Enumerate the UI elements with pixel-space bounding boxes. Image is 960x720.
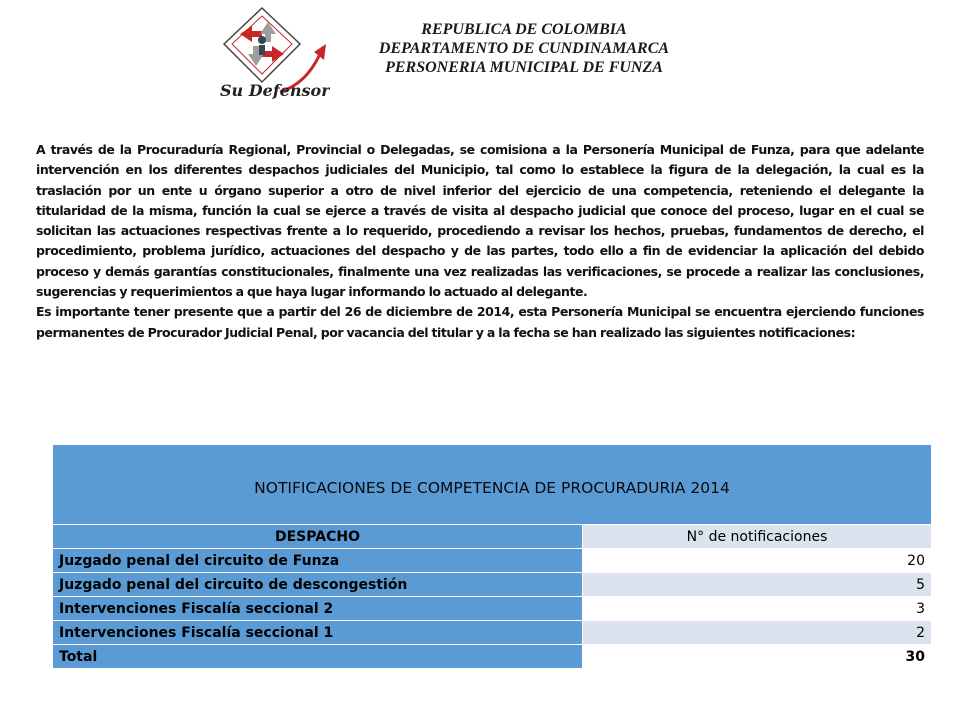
table-row (53, 549, 932, 573)
notifications-table-container (52, 444, 932, 669)
table-title-row (53, 445, 932, 525)
column-header-count: N° de notificaciones (583, 525, 932, 549)
institution-header (354, 20, 694, 77)
header-line-office: PERSONERIA MUNICIPAL DE FUNZA (385, 59, 663, 76)
document-body (36, 140, 924, 343)
table-row (53, 573, 932, 597)
table-row (53, 621, 932, 645)
column-header-despacho: DESPACHO (53, 525, 583, 549)
header-line-department: DEPARTAMENTO DE CUNDINAMARCA (378, 40, 670, 57)
total-label: Total (53, 645, 583, 669)
paragraph-delegation: A través de la Procuraduría Regional, Provincial o Delegadas, se comisiona a la Personería Municipal de Funza, para que adelante intervención en los diferentes despachos judiciales del Municipio, tal como lo establece la figura de la delegación, la cual es la traslación por un ente u órgano superior a otro de nivel inferior del ejercicio de una competencia, reteniendo el delegante la titularidad de la misma, función la cual se ejerce a través de visita al despacho judicial que conoce del proceso, lugar en el cual se solicitan las actuaciones respectivas frente a lo requerido, procediendo a revisar los hechos, pruebas, fundamentos de derecho, el procedimiento, problema jurídico, actuaciones del despacho y de las partes, todo ello a fin de evidenciar la aplicación del debido proceso y demás garantías constitucionales, finalmente una vez realizadas las verificaciones, se procede a realizar las conclusiones, sugerencias y requerimientos a que haya lugar informando lo actuado al delegante. (36, 142, 924, 300)
table-title: NOTIFICACIONES DE COMPETENCIA DE PROCURADURIA 2014 (53, 445, 932, 525)
logo-lettering: Su Defensor (220, 81, 330, 100)
count-cell: 3 (583, 597, 932, 621)
despacho-cell: Intervenciones Fiscalía seccional 2 (53, 597, 583, 621)
despacho-cell: Juzgado penal del circuito de Funza (53, 549, 583, 573)
table-row (53, 597, 932, 621)
count-cell: 5 (583, 573, 932, 597)
notifications-table (52, 444, 932, 669)
personeria-logo (218, 4, 330, 104)
paragraph-notifications: Es importante tener presente que a partir del 26 de diciembre de 2014, esta Personería Municipal se encuentra ejerciendo funciones permanentes de Procurador Judicial Penal, por vacancia del titular y a la fecha se han realizado las siguientes notificaciones: (36, 304, 924, 340)
count-cell: 2 (583, 621, 932, 645)
despacho-cell: Juzgado penal del circuito de descongestión (53, 573, 583, 597)
table-total-row (53, 645, 932, 669)
header-line-country: REPUBLICA DE COLOMBIA (421, 21, 627, 38)
table-header-row (53, 525, 932, 549)
total-value: 30 (583, 645, 932, 669)
count-cell: 20 (583, 549, 932, 573)
despacho-cell: Intervenciones Fiscalía seccional 1 (53, 621, 583, 645)
